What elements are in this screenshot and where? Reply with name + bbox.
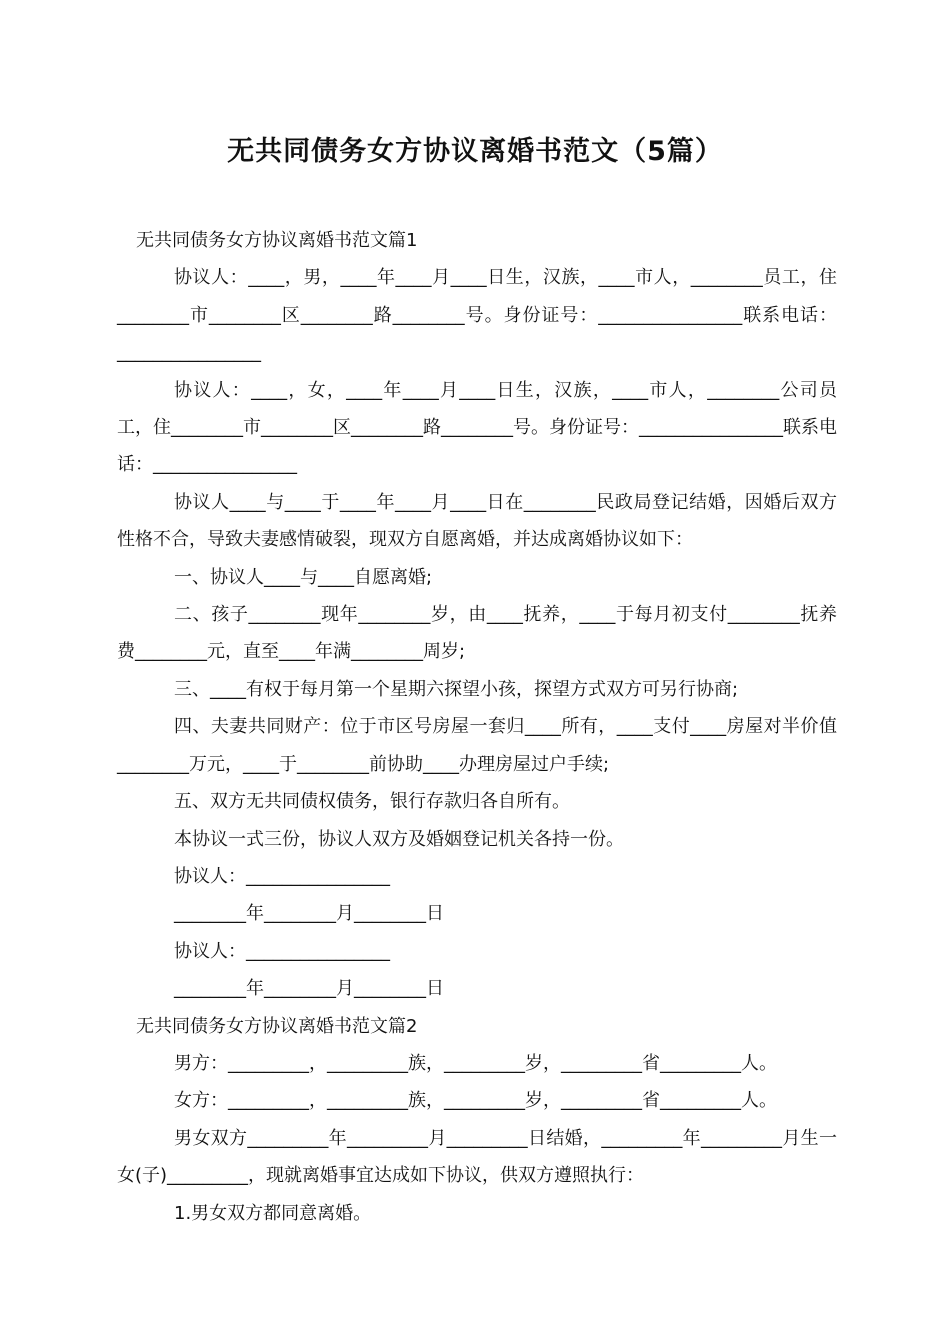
party-female-paragraph: 协议人：____，女，____年____月____日生，汉族，____市人，________公司员工，住________市________区________路________号。身份证号：________________联系电话：________________ xyxy=(117,379,837,476)
section-heading-2: 无共同债务女方协议离婚书范文篇2 xyxy=(136,1015,418,1037)
wife-info-line: 女方：_________，_________族，_________岁，_________省_________人。 xyxy=(174,1090,777,1112)
husband-info-line: 男方：_________，_________族，_________岁，_________省_________人。 xyxy=(174,1052,777,1074)
marriage-info-paragraph: 男女双方_________年_________月_________日结婚，_________年_________月生一女(子)_________，现就离婚事宜达成如下协议，供双方遵照执行： xyxy=(117,1127,837,1187)
marriage-statement-paragraph: 协议人____与____于____年____月____日在________民政局登记结婚，因婚后双方性格不合，导致夫妻感情破裂，现双方自愿离婚，并达成离婚协议如下： xyxy=(117,491,837,551)
signature-line-2: 协议人：________________ xyxy=(174,940,390,962)
signature-line-1: 协议人：________________ xyxy=(174,865,390,887)
date-line-2: ________年________月________日 xyxy=(174,978,444,1000)
clause-1: 一、协议人____与____自愿离婚; xyxy=(174,566,433,588)
date-line-1: ________年________月________日 xyxy=(174,903,444,925)
section-heading-1: 无共同债务女方协议离婚书范文篇1 xyxy=(136,230,418,251)
copies-statement: 本协议一式三份，协议人双方及婚姻登记机关各持一份。 xyxy=(174,828,624,850)
agreement-item-1: 1.男女双方都同意离婚。 xyxy=(174,1202,372,1224)
clause-3: 三、____有权于每月第一个星期六探望小孩，探望方式双方可另行协商; xyxy=(174,678,739,700)
document-title: 无共同债务女方协议离婚书范文（5篇） xyxy=(227,136,723,167)
document-body xyxy=(117,222,837,1232)
clause-5: 五、双方无共同债权债务，银行存款归各自所有。 xyxy=(174,791,570,813)
party-male-paragraph: 协议人：____，男，____年____月____日生，汉族，____市人，________员工，住________市________区________路________号。身份证号：________________联系电话：________________ xyxy=(117,267,837,364)
clause-4: 四、夫妻共同财产：位于市区号房屋一套归____所有，____支付____房屋对半价值________万元，____于________前协助____办理房屋过户手续; xyxy=(117,716,837,775)
clause-2: 二、孩子________现年________岁，由____抚养，____于每月初支付________抚养费________元，直至____年满________周岁; xyxy=(117,604,837,663)
